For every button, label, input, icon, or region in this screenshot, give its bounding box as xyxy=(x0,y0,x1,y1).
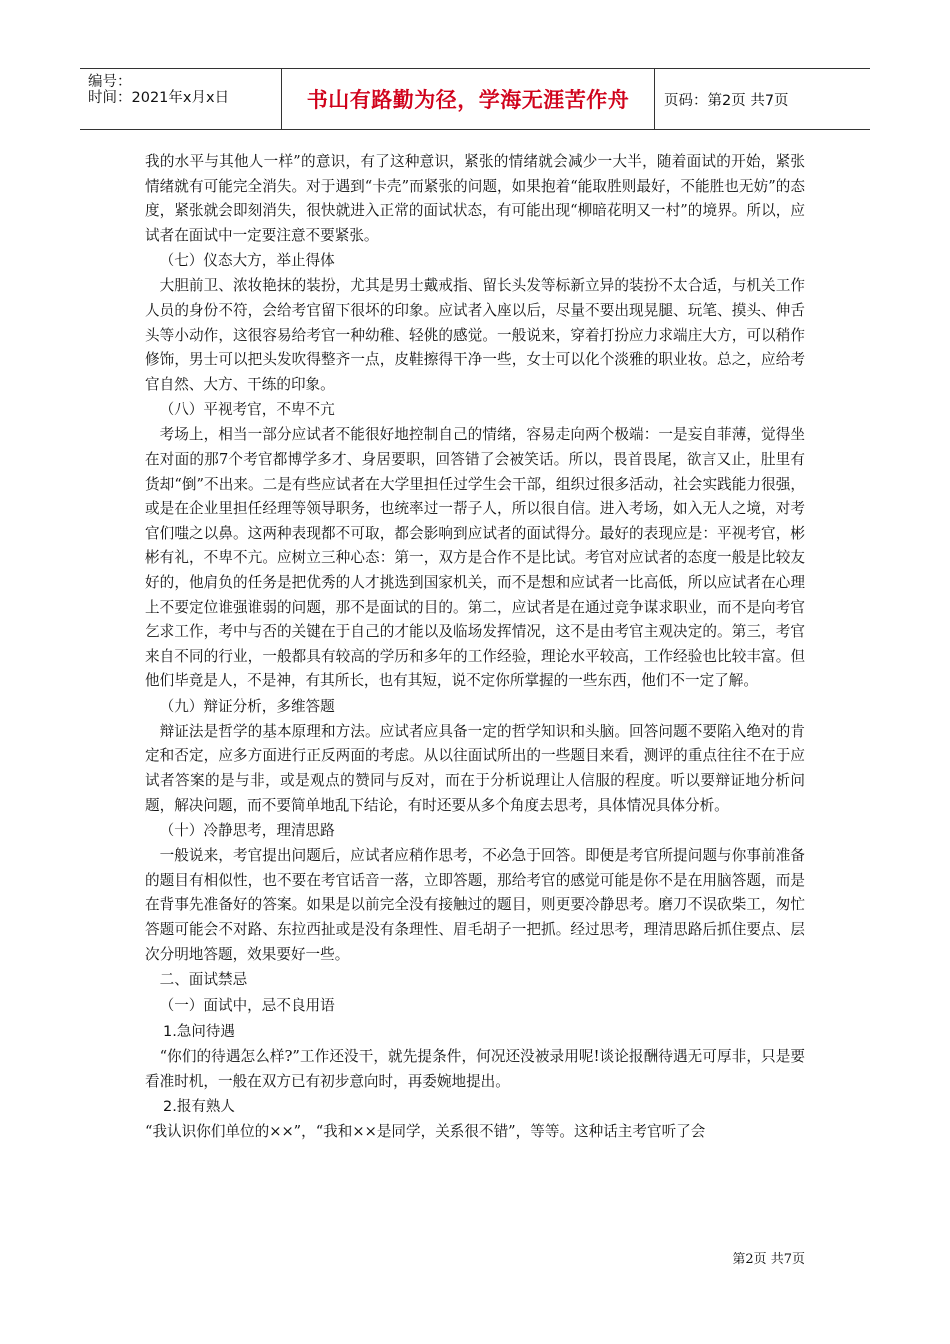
motto: 书山有路勤为径，学海无涯苦作舟 xyxy=(306,88,630,112)
section-heading: （九）辩证分析，多维答题 xyxy=(159,697,335,715)
paragraph: 考场上，相当一部分应试者不能很好地控制自己的情绪，容易走向两个极端：一是妄自菲薄，觉得坐在对面的那7个考官都博学多才、身居要职，回答错了会被笑话。所以，畏首畏尾，欲言又止，肚里有货却“倒”不出来。二是有些应试者在大学里担任过学生会干部，组织过很多活动，社会实践能力很强，或是在企业里担任经理等领导职务，也统率过一帮子人，所以很自信。进入考场，如入无人之境，对考官们嗤之以鼻。这两种表现都不可取，都会影响到应试者的面试得分。最好的表现应是：平视考官，彬彬有礼，不卑不亢。应树立三种心态：第一，双方是合作不是比试。考官对应试者的态度一般是比较友好的，他肩负的任务是把优秀的人才挑选到国家机关，而不是想和应试者一比高低，所以应试者在心理上不要定位谁强谁弱的问题，那不是面试的目的。第二，应试者是在通过竞争谋求职业，而不是向考官乞求工作，考中与否的关键在于自己的才能以及临场发挥情况，这不是由考官主观决定的。第三，考官来自不同的行业，一般都具有较高的学历和多年的工作经验，理论水平较高，工作经验也比较丰富。但他们毕竟是人，不是神，有其所长，也有其短，说不定你所掌握的一些东西，他们不一定了解。 xyxy=(145,426,805,690)
paragraph: 大胆前卫、浓妆艳抹的装扮，尤其是男士戴戒指、留长头发等标新立异的装扮不太合适，与机关工作人员的身份不符，会给考官留下很坏的印象。应试者入座以后，尽量不要出现晃腿、玩笔、摸头、伸舌头等小动作，这很容易给考官一种幼稚、轻佻的感觉。一般说来，穿着打扮应力求端庄大方，可以稍作修饰，男士可以把头发吹得整齐一点，皮鞋擦得干净一些，女士可以化个淡雅的职业妆。总之，应给考官自然、大方、干练的印象。 xyxy=(145,277,805,393)
section-heading: （八）平视考官，不卑不亢 xyxy=(159,401,335,419)
page-footer: 第2页 共7页 xyxy=(732,1252,805,1267)
time-label: 时间：2021年x月x日 xyxy=(88,90,230,106)
paragraph: 辩证法是哲学的基本原理和方法。应试者应具备一定的哲学知识和头脑。回答问题不要陷入绝对的肯定和否定，应多方面进行正反两面的考虑。从以往面试所出的一些题目来看，测评的重点往往不在于应试者答案的是与非，或是观点的赞同与反对，而在于分析说理让人信服的程度。听以要辩证地分析问题，解决问题，而不要简单地乱下结论，有时还要从多个角度去思考，具体情况具体分析。 xyxy=(145,722,805,814)
header-motto-cell xyxy=(281,69,655,129)
document-body xyxy=(145,150,805,1145)
paragraph: “我认识你们单位的××”，“我和××是同学，关系很不错”，等等。这种话主考官听了会 xyxy=(145,1123,706,1141)
section-heading: （一）面试中，忌不良用语 xyxy=(159,997,335,1015)
section-heading: （七）仪态大方，举止得体 xyxy=(159,252,335,270)
paragraph: 我的水平与其他人一样”的意识，有了这种意识，紧张的情绪就会减少一大半，随着面试的开始，紧张情绪就有可能完全消失。对于遇到“卡壳”而紧张的问题，如果抱着“能取胜则最好，不能胜也无妨”的态度，紧张就会即刻消失，很快就进入正常的面试状态，有可能出现“柳暗花明又一村”的境界。所以，应试者在面试中一定要注意不要紧张。 xyxy=(145,153,805,244)
paragraph: 一般说来，考官提出问题后，应试者应稍作思考，不必急于回答。即便是考官所提问题与你事前准备的题目有相似性，也不要在考官话音一落，立即答题，那给考官的感觉可能是你不是在用脑答题，而是在背事先准备好的答案。如果是以前完全没有接触过的题目，则更要冷静思考。磨刀不误砍柴工，匆忙答题可能会不对路、东拉西扯或是没有条理性、眉毛胡子一把抓。经过思考，理清思路后抓住要点、层次分明地答题，效果要好一些。 xyxy=(145,847,805,963)
numbered-heading: 2.报有熟人 xyxy=(163,1099,235,1116)
section-heading: （十）冷静思考，理清思路 xyxy=(159,822,335,840)
header-meta xyxy=(80,69,280,129)
header-page-cell xyxy=(654,69,870,129)
paragraph: “你们的待遇怎么样?”工作还没干，就先提条件，何况还没被录用呢!谈论报酬待遇无可厚非，只是要看准时机，一般在双方已有初步意向时，再委婉地提出。 xyxy=(145,1048,805,1090)
number-label: 编号： xyxy=(88,74,132,90)
page-code: 页码：第2页 共7页 xyxy=(664,92,789,109)
section-heading: 二、面试禁忌 xyxy=(159,971,248,989)
numbered-heading: 1.急问待遇 xyxy=(163,1024,235,1041)
page-header xyxy=(80,68,870,130)
